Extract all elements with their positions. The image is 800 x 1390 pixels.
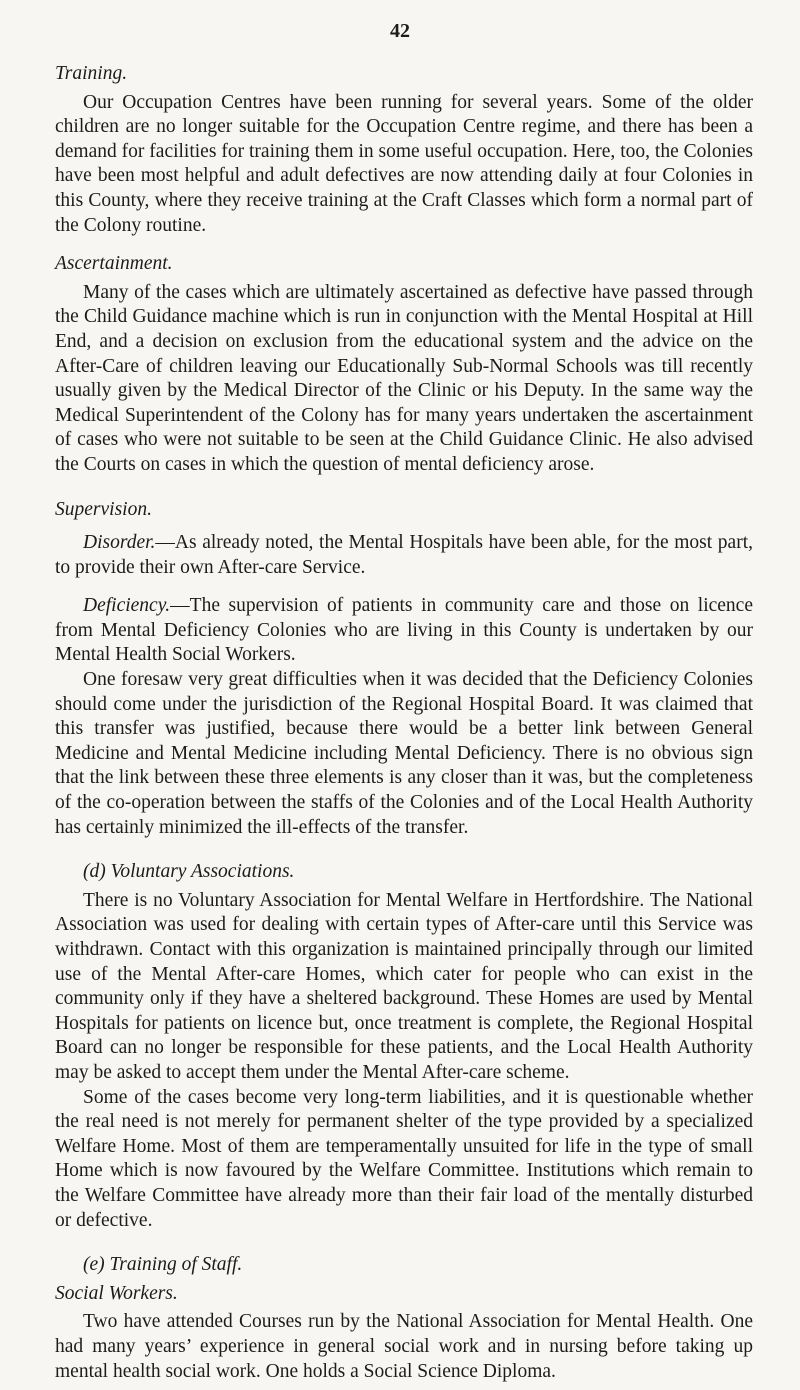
page-number: 42 <box>390 20 410 42</box>
paragraph-training: Our Occupation Centres have been running for several years. Some of the older children are no longer suitable for the Occupation Centre regime, and there has been a demand for facilities for training them in some useful occupation. Here, too, the Colonies have been most helpful and adult defectives are now attending daily at four Colonies in this County, where they receive training at the Craft Classes which form a normal part of the Colony routine. <box>55 91 753 236</box>
lead-deficiency: Deficiency. <box>83 595 171 617</box>
paragraph-deficiency <box>55 594 753 668</box>
heading-training: Training. <box>55 63 128 84</box>
section-voluntary-associations <box>55 860 753 1233</box>
page-body <box>55 62 753 1384</box>
heading-ascertainment: Ascertainment. <box>55 253 173 275</box>
heading-supervision: Supervision. <box>55 498 152 520</box>
heading-social-workers: Social Workers. <box>55 1282 178 1304</box>
paragraph-disorder <box>55 531 753 580</box>
heading-training-of-staff: (e) Training of Staff. <box>83 1254 243 1276</box>
text-disorder: —As already noted, the Mental Hospitals have been able, for the most part, to provide their own After-care Service. <box>55 532 753 578</box>
paragraph-social-workers: Two have attended Courses run by the National Association for Mental Health. One had many years’ experience in general social work and in nursing before taking up mental health social work. One holds a Social Science Diploma. <box>55 1311 753 1382</box>
section-supervision <box>55 498 753 841</box>
text-deficiency: —The supervision of patients in community care and those on licence from Mental Deficiency Colonies who are living in this County is undertaken by our Mental Health Social Workers. <box>55 595 753 666</box>
paragraph-transfer: One foresaw very great difficulties when it was decided that the Deficiency Colonies should come under the jurisdiction of the Regional Hospital Board. It was claimed that this transfer was justified, because there would be a better link between General Medicine and Mental Medicine including Mental Deficiency. There is no obvious sign that the link between these three elements is any closer than it was, but the completeness of the co-operation between the staffs of the Colonies and of the Local Health Authority has certainly minimized the ill-effects of the transfer. <box>55 669 753 838</box>
heading-voluntary-associations: (d) Voluntary Associations. <box>83 861 295 883</box>
section-ascertainment <box>55 252 753 477</box>
paragraph-voluntary-2: Some of the cases become very long-term liabilities, and it is questionable whether the real need is not merely for permanent shelter of the type provided by a specialized Welfare Home. Most of them are temperamentally unsuited for life in the type of small Home which is now favoured by the Welfare Committee. Institutions which remain to the Welfare Committee have already more than their fair load of the mentally disturbed or defective. <box>55 1086 753 1231</box>
paragraph-voluntary-1: There is no Voluntary Association for Mental Welfare in Hertfordshire. The National Association was used for dealing with certain types of After-care until this Service was withdrawn. Contact with this organization is maintained principally through our limited use of the Mental After-care Homes, which cater for people who can exist in the community only if they have a sheltered background. These Homes are used by Mental Hospitals for patients on licence but, once treatment is complete, the Regional Hospital Board can no longer be responsible for these patients, and the Local Health Authority may be asked to accept them under the Mental After-care scheme. <box>55 889 753 1083</box>
section-training-of-staff <box>55 1253 753 1384</box>
section-training <box>55 62 753 238</box>
paragraph-ascertainment: Many of the cases which are ultimately ascertained as defective have passed through the Child Guidance machine which is run in conjunction with the Mental Hospital at Hill End, and a decision on exclusion from the educational system and the advice on the After-Care of children leaving our Educationally Sub-Normal Schools was till recently usually given by the Medical Director of the Clinic or his Deputy. In the same way the Medical Superintendent of the Colony has for many years undertaken the ascertainment of cases who were not suitable to be seen at the Child Guidance Clinic. He also advised the Courts on cases in which the question of mental deficiency arose. <box>55 281 753 475</box>
lead-disorder: Disorder. <box>83 532 156 554</box>
